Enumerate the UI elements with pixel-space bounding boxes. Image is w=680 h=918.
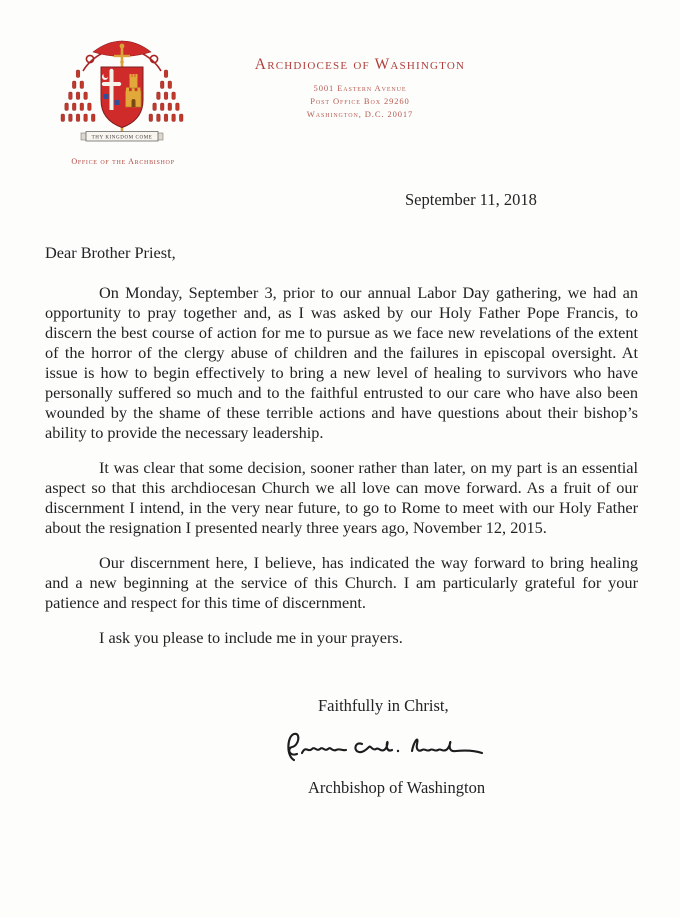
letterhead-block bbox=[225, 56, 495, 121]
letter-date: September 11, 2018 bbox=[405, 190, 537, 209]
tassels-left bbox=[61, 70, 95, 122]
office-label: Office of the Archbishop bbox=[71, 157, 175, 166]
address-line-1: 5001 Eastern Avenue bbox=[313, 83, 407, 93]
crest-motto-text: THY KINGDOM COME bbox=[91, 135, 153, 141]
shield bbox=[101, 67, 143, 128]
letterhead-address bbox=[225, 82, 495, 121]
salutation: Dear Brother Priest, bbox=[45, 243, 176, 262]
paragraph-1: On Monday, September 3, prior to our annual Labor Day gathering, we had an opportunity to pray together and, as I was asked by our Holy Father Pope Francis, to discern the best course of action for me to pursue as we face new revelations of the extent of the horror of the clergy abuse of children and the failures in episcopal oversight. At issue is how to begin effectively to bring a new level of healing to survivors who have personally suffered so much and to the faithful entrusted to our care who have also been wounded by the shame of these terrible actions and have questions about their bishop’s ability to provide the necessary leadership. bbox=[45, 283, 638, 442]
tassels-right bbox=[149, 70, 183, 122]
paragraph-2: It was clear that some decision, sooner rather than later, on my part is an essential aspect so that this archdiocesan Church we all love can move forward. As a fruit of our discernment I intend, in the very near future, to go to Rome to meet with our Holy Father about the resignation I presented nearly three years ago, November 12, 2015. bbox=[45, 458, 638, 537]
address-line-2: Post Office Box 29260 bbox=[310, 96, 410, 106]
coat-of-arms bbox=[57, 36, 187, 146]
letter-body bbox=[45, 243, 638, 663]
paragraph-4: I ask you please to include me in your prayers. bbox=[99, 628, 403, 647]
paragraph-3: Our discernment here, I believe, has indicated the way forward to bring healing and a new beginning at the service of this Church. I am particularly grateful for your patience and respect for this time of discernment. bbox=[45, 553, 638, 612]
closing: Faithfully in Christ, bbox=[318, 696, 449, 715]
signature-title: Archbishop of Washington bbox=[308, 778, 486, 797]
crest-motto-banner bbox=[81, 132, 163, 142]
signature bbox=[278, 720, 523, 770]
address-line-3: Washington, D.C. 20017 bbox=[306, 109, 414, 119]
letterhead-title: Archdiocese of Washington bbox=[254, 56, 466, 73]
